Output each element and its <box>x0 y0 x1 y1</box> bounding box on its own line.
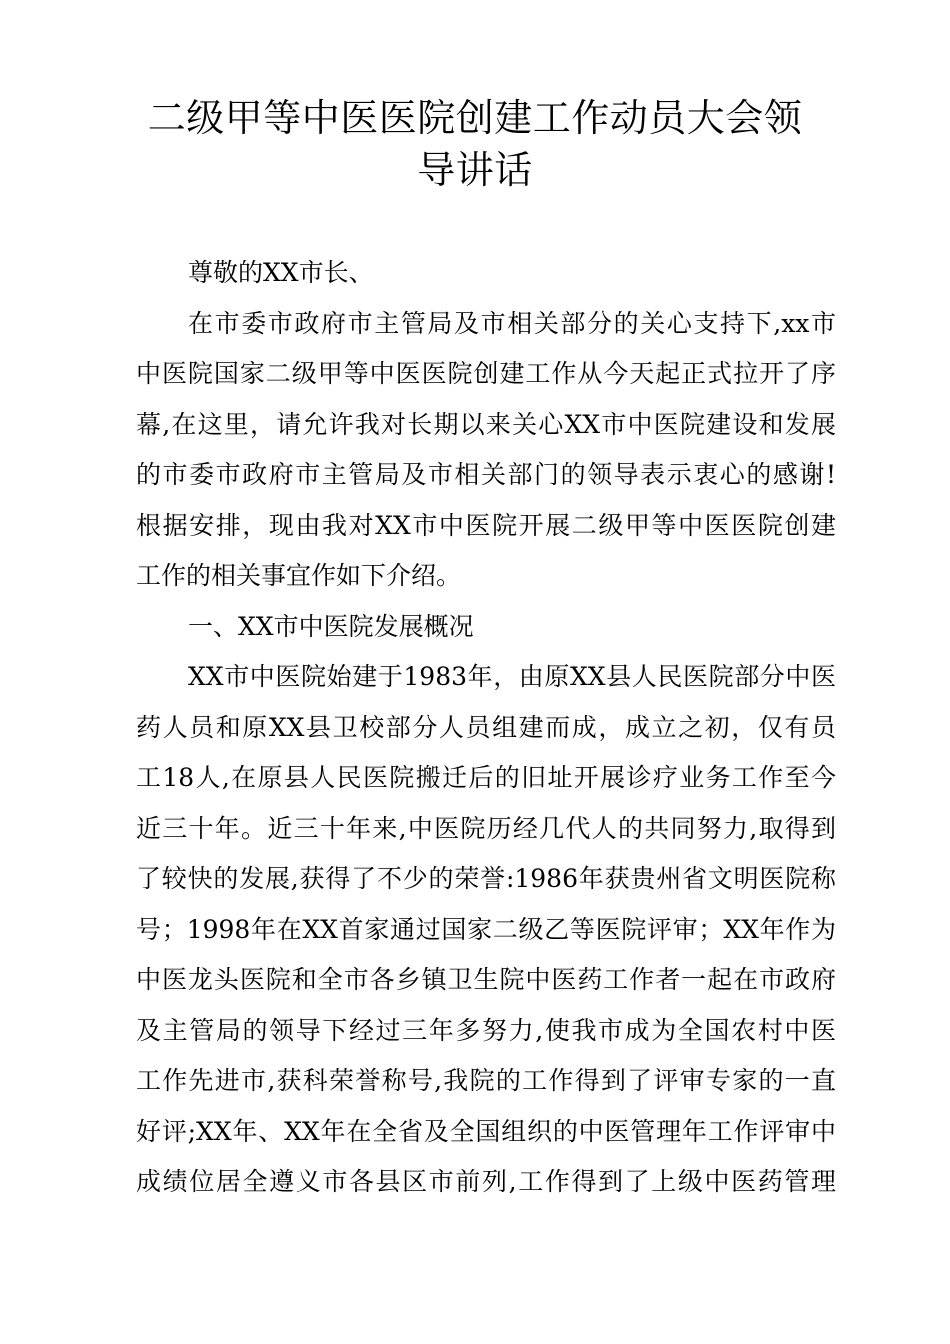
paragraph-line: 及主管局的领导下经过三年多努力,使我市成为全国农村中医 <box>136 1015 836 1045</box>
paragraph-line: 工18人,在原县人民医院搬迁后的旧址开展诊疗业务工作至今 <box>136 763 836 792</box>
paragraph-line: XX市中医院始建于1983年，由原XX县人民医院部分中医 <box>188 662 836 691</box>
salutation: 尊敬的XX市长、 <box>188 258 374 287</box>
title-line-2: 导讲话 <box>417 148 533 192</box>
paragraph-line: 幕,在这里，请允许我对长期以来关心XX市中医院建设和发展 <box>136 409 836 439</box>
document-title <box>130 92 820 196</box>
document-body <box>136 258 836 1218</box>
paragraph-line: 中医院国家二级甲等中医医院创建工作从今天起正式拉开了序 <box>136 359 836 388</box>
paragraph-line: 的市委市政府市主管局及市相关部门的领导表示衷心的感谢! <box>136 460 836 489</box>
section-heading: 一、XX市中医院发展概况 <box>188 611 474 641</box>
paragraph-line: 好评;XX年、XX年在全省及全国组织的中医管理年工作评审中 <box>136 1116 836 1146</box>
paragraph-line: 在市委市政府市主管局及市相关部分的关心支持下,xx市 <box>188 308 836 338</box>
paragraph-line: 工作先进市,获科荣誉称号,我院的工作得到了评审专家的一直 <box>136 1066 836 1095</box>
paragraph-line: 工作的相关事宜作如下介绍。 <box>136 561 462 590</box>
paragraph-line: 药人员和原XX县卫校部分人员组建而成，成立之初，仅有员 <box>136 712 836 742</box>
paragraph-line: 根据安排，现由我对XX市中医院开展二级甲等中医医院创建 <box>136 510 836 540</box>
title-line-1: 二级甲等中医医院创建工作动员大会领 <box>147 96 803 140</box>
paragraph-line: 了较快的发展,获得了不少的荣誉:1986年获贵州省文明医院称 <box>136 864 836 893</box>
paragraph-line: 中医龙头医院和全市各乡镇卫生院中医药工作者一起在市政府 <box>136 965 836 994</box>
paragraph-line: 近三十年。近三十年来,中医院历经几代人的共同努力,取得到 <box>136 813 836 843</box>
paragraph-line: 号；1998年在XX首家通过国家二级乙等医院评审；XX年作为 <box>136 914 836 944</box>
paragraph-line: 成绩位居全遵义市各县区市前列,工作得到了上级中医药管理 <box>136 1167 836 1196</box>
